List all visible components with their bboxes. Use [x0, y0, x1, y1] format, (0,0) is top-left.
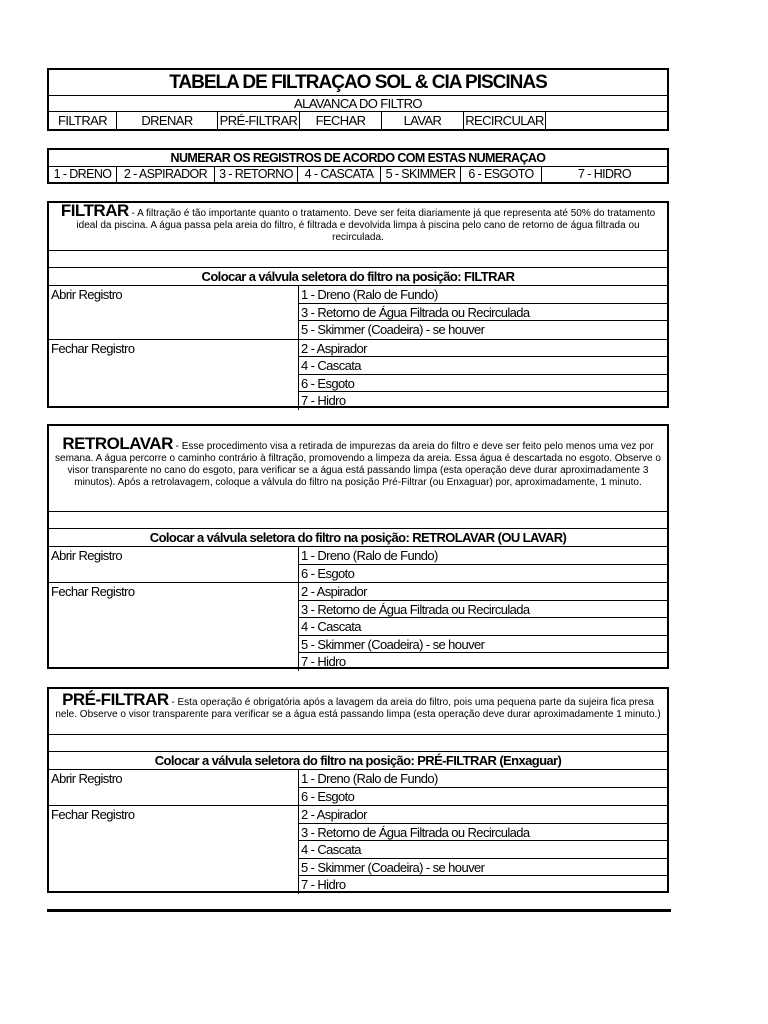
filtrar-close-group [49, 340, 667, 410]
register-numbers-row [49, 167, 667, 182]
register-hidro: 7 - HIDRO [578, 167, 631, 181]
close-register-list [299, 583, 667, 671]
open-register-label: Abrir Registro [49, 770, 299, 805]
lever-position-empty [546, 112, 667, 129]
list-item: 4 - Cascata [299, 841, 667, 859]
numbering-heading: NUMERAR OS REGISTROS DE ACORDO COM ESTAS NUMERAÇAO [49, 150, 667, 167]
open-register-label: Abrir Registro [49, 286, 299, 339]
close-register-list [299, 806, 667, 894]
blank-row [49, 512, 667, 529]
lever-positions-row [49, 112, 667, 129]
filtrar-description-text: - A filtração é tão importante quanto o tratamento. Deve ser feita diariamente já que representa até 50% do tratamento ideal da piscina. A água passa pela areia do filtro, é filtrada e devolvida limpa à piscina pelo cano de retorno de água filtrada ou recirculada. [76, 208, 656, 243]
retrolavar-open-group [49, 547, 667, 583]
list-item: 2 - Aspirador [299, 340, 667, 358]
close-register-label: Fechar Registro [49, 806, 299, 894]
lever-position-lavar: LAVAR [382, 112, 464, 129]
section-retrolavar [47, 424, 669, 669]
retrolavar-description-text: - Esse procedimento visa a retirada de impurezas da areia do filtro e deve ser feito pelo menos uma vez por semana. A água percorre o caminho contrário à filtração, promovendo a limpeza da areia. Essa água é descartada no esgoto. Observe o visor transparente no cano do esgoto, para verificar se a água está passando limpa (esta operação deve durar aproximadamente 3 minutos). Após a retrolavagem, coloque a válvula do filtro na posição Pré-Filtrar (ou Enxaguar) por, aproximadamente, 1 minuto. [55, 441, 661, 488]
list-item: 1 - Dreno (Ralo de Fundo) [299, 770, 667, 788]
register-esgoto: 6 - ESGOTO [461, 167, 542, 182]
section-title-pre-filtrar: PRÉ-FILTRAR [62, 690, 169, 709]
lever-position-drenar: DRENAR [117, 112, 218, 129]
list-item: 7 - Hidro [301, 393, 346, 408]
filtrar-instruction: Colocar a válvula seletora do filtro na posição: FILTRAR [49, 268, 667, 286]
filtrar-open-group [49, 286, 667, 340]
list-item: 6 - Esgoto [301, 565, 355, 581]
list-item: 4 - Cascata [299, 357, 667, 375]
section-title-filtrar: FILTRAR [60, 203, 129, 220]
register-cascata: 4 - CASCATA [298, 167, 381, 182]
pre-filtrar-description [49, 689, 667, 735]
open-register-list [299, 286, 667, 339]
section-title-retrolavar: RETROLAVAR [62, 434, 173, 453]
open-register-list [299, 770, 667, 805]
pre-filtrar-open-group [49, 770, 667, 806]
blank-row [49, 251, 667, 268]
lever-position-filtrar: FILTRAR [49, 112, 117, 129]
list-item: 7 - Hidro [301, 877, 346, 892]
list-item: 5 - Skimmer (Coadeira) - se houver [299, 859, 667, 877]
filter-lever-heading: ALAVANCA DO FILTRO [49, 96, 667, 112]
blank-row [49, 735, 667, 752]
pre-filtrar-instruction: Colocar a válvula seletora do filtro na posição: PRÉ-FILTRAR (Enxaguar) [49, 752, 667, 770]
section-pre-filtrar [47, 687, 669, 893]
lever-position-pre-filtrar: PRÉ-FILTRAR [218, 112, 300, 129]
register-aspirador: 2 - ASPIRADOR [117, 167, 215, 182]
register-numbering-table [47, 148, 669, 184]
list-item: 5 - Skimmer (Coadeira) - se houver [301, 322, 485, 337]
retrolavar-instruction: Colocar a válvula seletora do filtro na posição: RETROLAVAR (OU LAVAR) [49, 529, 667, 547]
list-item: 6 - Esgoto [299, 375, 667, 393]
list-item: 2 - Aspirador [299, 806, 667, 824]
list-item: 4 - Cascata [299, 618, 667, 636]
list-item: 7 - Hidro [301, 654, 346, 669]
list-item: 6 - Esgoto [301, 788, 355, 804]
page-title: TABELA DE FILTRAÇAO SOL & CIA PISCINAS [49, 70, 667, 96]
retrolavar-close-group [49, 583, 667, 671]
filtrar-description [49, 203, 667, 251]
list-item: 1 - Dreno (Ralo de Fundo) [299, 547, 667, 565]
register-dreno: 1 - DRENO [49, 167, 117, 182]
section-filtrar [47, 201, 669, 408]
retrolavar-description [49, 426, 667, 512]
list-item: 3 - Retorno de Água Filtrada ou Recirculada [299, 824, 667, 842]
pre-filtrar-close-group [49, 806, 667, 894]
lever-position-fechar: FECHAR [300, 112, 382, 129]
header-table [47, 68, 669, 131]
register-skimmer: 5 - SKIMMER [381, 167, 461, 182]
register-retorno: 3 - RETORNO [215, 167, 298, 182]
list-item: 3 - Retorno de Água Filtrada ou Recirculada [299, 601, 667, 619]
open-register-list [299, 547, 667, 582]
close-register-label: Fechar Registro [49, 340, 299, 410]
close-register-list [299, 340, 667, 410]
open-register-label: Abrir Registro [49, 547, 299, 582]
list-item: 3 - Retorno de Água Filtrada ou Recirculada [299, 304, 667, 322]
page-divider [47, 909, 671, 912]
pre-filtrar-description-text: - Esta operação é obrigatória após a lavagem da areia do filtro, pois uma pequena parte da sujeira fica presa nele. Observe o visor transparente para verificar se a água está passando limpa (esta operação deve durar aproximadamente 1 minuto.) [55, 697, 661, 720]
list-item: 5 - Skimmer (Coadeira) - se houver [299, 636, 667, 654]
list-item: 2 - Aspirador [299, 583, 667, 601]
lever-position-recircular: RECIRCULAR [464, 112, 546, 129]
close-register-label: Fechar Registro [49, 583, 299, 671]
list-item: 1 - Dreno (Ralo de Fundo) [299, 286, 667, 304]
